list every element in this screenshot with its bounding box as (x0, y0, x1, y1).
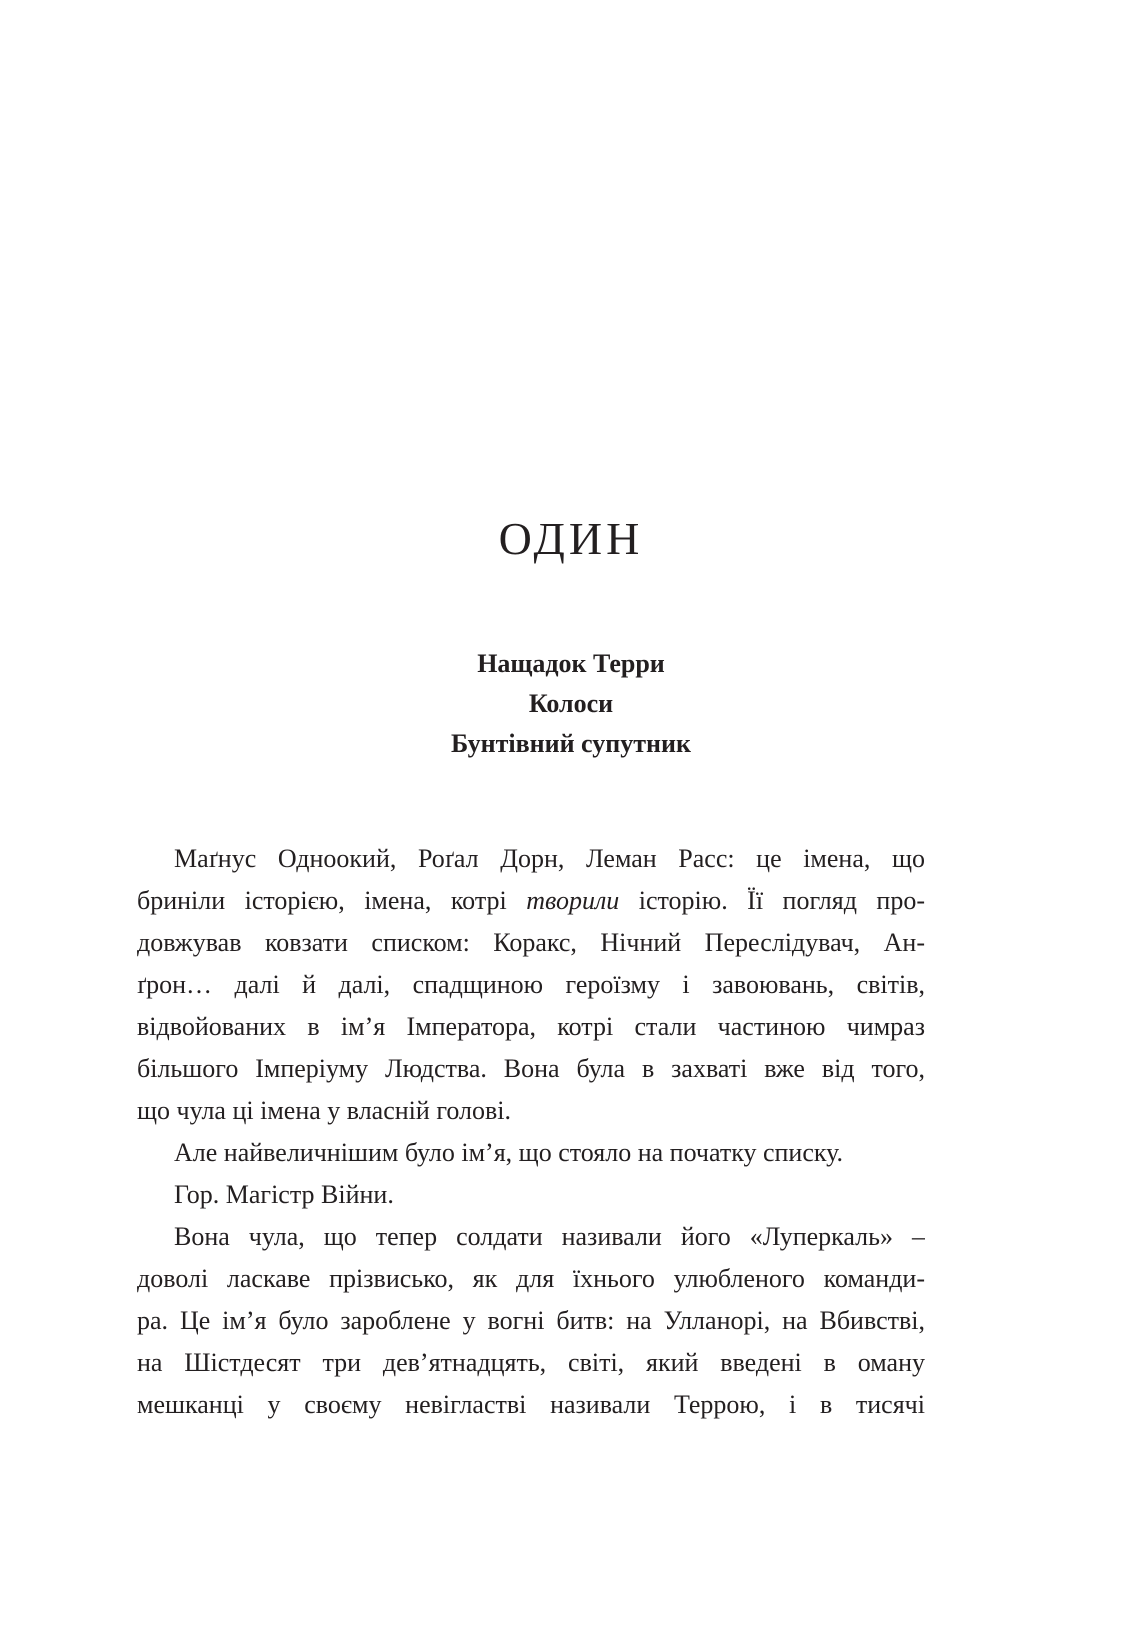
chapter-subtitle: Колоси (528, 689, 614, 718)
text-line (137, 1174, 925, 1216)
text-line-content (174, 1174, 925, 1216)
text-line (137, 1300, 925, 1342)
text-segment: мешканці у своєму невігластві називали Террою, і в тисячі (137, 1390, 925, 1419)
text-segment: Вона чула, що тепер солдати називали його «Луперкаль» – (174, 1222, 925, 1251)
text-line-content (137, 1342, 925, 1384)
text-line (137, 922, 925, 964)
text-segment: що чула ці імена у власній голові. (137, 1096, 511, 1125)
text-segment: Гор. Магістр Війни. (174, 1180, 394, 1209)
text-line (137, 1006, 925, 1048)
chapter-subtitle: Бунтівний супутник (451, 729, 691, 758)
emphasis-text: творили (526, 886, 620, 915)
text-line (137, 1048, 925, 1090)
chapter-subtitles (0, 644, 1142, 764)
text-line (137, 1090, 925, 1132)
text-segment: ґрон… далі й далі, спадщиною героїзму і завоювань, світів, (137, 970, 925, 999)
text-line-content (137, 880, 925, 922)
text-line (137, 964, 925, 1006)
text-line-content (174, 1132, 925, 1174)
text-line (137, 880, 925, 922)
chapter-subtitle: Нащадок Терри (477, 649, 665, 678)
text-line-content (137, 922, 925, 964)
text-line (137, 1132, 925, 1174)
text-segment: більшого Імперіуму Людства. Вона була в захваті вже від того, (137, 1054, 925, 1083)
text-line (137, 1216, 925, 1258)
body-text (137, 838, 925, 1426)
text-segment: доволі ласкаве прізвисько, як для їхнього улюбленого команди- (137, 1264, 925, 1293)
text-segment: історію. Її погляд про- (619, 886, 925, 915)
text-segment: ра. Це ім’я було зароблене у вогні битв: на Улланорі, на Вбивстві, (137, 1306, 925, 1335)
text-segment: відвойованих в ім’я Імператора, котрі стали частиною чимраз (137, 1012, 925, 1041)
text-line-content (137, 1300, 925, 1342)
text-segment: довжував ковзати списком: Коракс, Нічний Переслідувач, Ан- (137, 928, 925, 957)
chapter-title: ОДИН (498, 513, 644, 564)
text-line-content (174, 838, 925, 880)
text-segment: на Шістдесят три дев’ятнадцять, світі, який введені в оману (137, 1348, 925, 1377)
text-line-content (137, 1006, 925, 1048)
text-segment: бриніли історією, імена, котрі (137, 886, 527, 915)
text-line (137, 1384, 925, 1426)
text-line-content (137, 964, 925, 1006)
text-line (137, 838, 925, 880)
text-line-content (137, 1384, 925, 1426)
text-line-content (137, 1048, 925, 1090)
text-segment: Але найвеличнішим було ім’я, що стояло на початку списку. (174, 1138, 844, 1167)
text-segment: Маґнус Одноокий, Роґал Дорн, Леман Расс: це імена, що (174, 844, 925, 873)
text-line-content (137, 1090, 925, 1132)
text-line-content (137, 1258, 925, 1300)
text-line-content (174, 1216, 925, 1258)
text-line (137, 1258, 925, 1300)
text-line (137, 1342, 925, 1384)
